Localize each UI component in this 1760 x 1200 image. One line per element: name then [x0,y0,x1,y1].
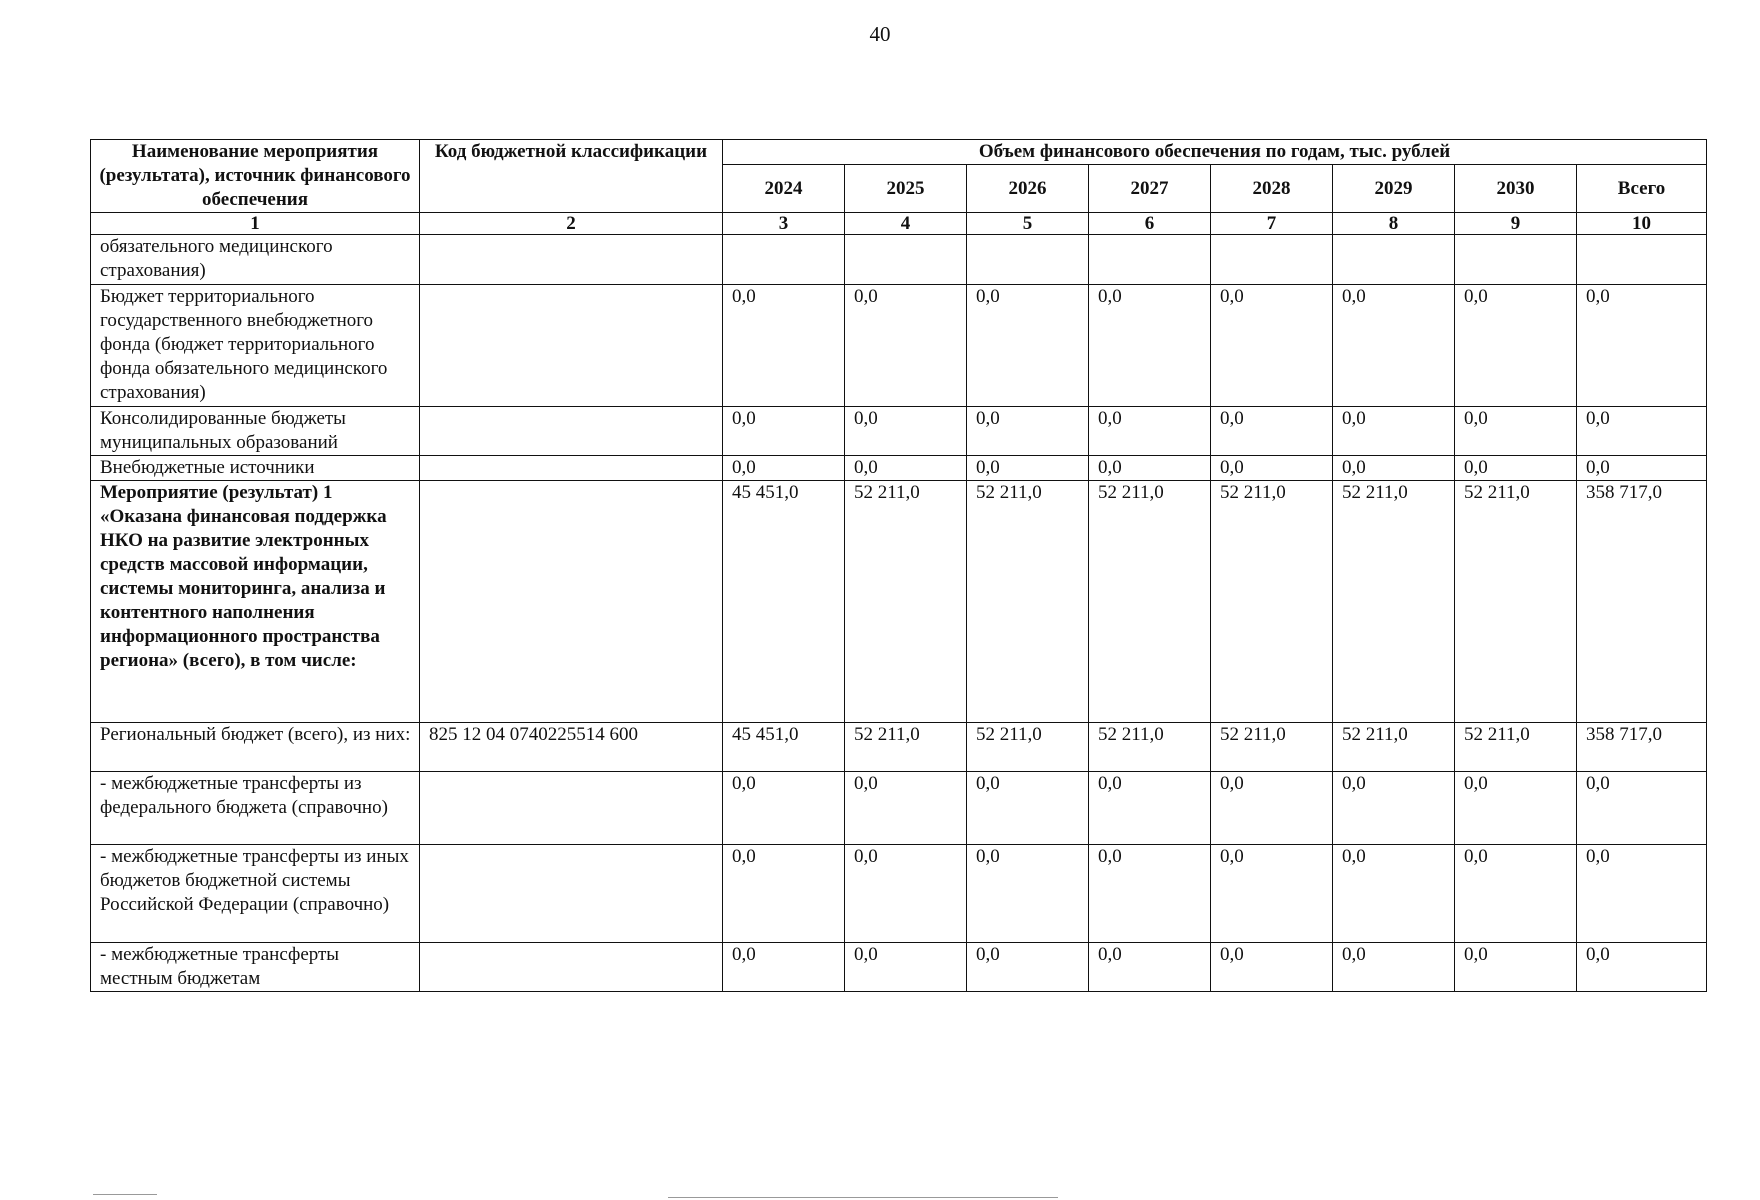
value-cell: 0,0 [1455,407,1577,456]
value-cell: 358 717,0 [1577,723,1707,772]
value-cell: 0,0 [967,943,1089,992]
value-cell: 0,0 [1089,407,1211,456]
value-cell: 52 211,0 [845,481,967,723]
value-cell: 0,0 [723,943,845,992]
header-row-1 [91,140,1707,165]
value-cell: 0,0 [967,772,1089,845]
value-cell: 0,0 [845,943,967,992]
value-cell: 0,0 [1455,456,1577,481]
table-row [91,285,1707,407]
value-cell: 0,0 [1577,772,1707,845]
column-number: 7 [1211,213,1333,235]
value-cell: 0,0 [1333,285,1455,407]
column-number: 3 [723,213,845,235]
value-cell: 52 211,0 [1455,723,1577,772]
value-cell: 52 211,0 [845,723,967,772]
total-header-cell: Всего [1577,165,1707,213]
header-code-cell: Код бюджетной классификации [420,140,723,213]
value-cell: 0,0 [1455,943,1577,992]
column-number: 6 [1089,213,1211,235]
table-row [91,723,1707,772]
value-cell: 0,0 [1333,943,1455,992]
scan-artifact-line [668,1197,1058,1198]
value-cell: 0,0 [1211,285,1333,407]
column-number: 5 [967,213,1089,235]
value-cell: 52 211,0 [967,723,1089,772]
value-cell: 0,0 [723,407,845,456]
year-header-cell: 2029 [1333,165,1455,213]
row-name-cell: обязательного медицинского страхования) [91,235,420,285]
value-cell [845,235,967,285]
value-cell: 0,0 [967,285,1089,407]
event-name-cell: Мероприятие (результат) 1 «Оказана финансовая поддержка НКО на развитие электронных средств массовой информации, системы мониторинга, анализа и контентного наполнения информационного пространства региона» (всего), в том числе: [91,481,420,723]
table-row [91,407,1707,456]
year-header-cell: 2027 [1089,165,1211,213]
year-header-cell: 2025 [845,165,967,213]
value-cell: 0,0 [1333,407,1455,456]
header-volume-cell: Объем финансового обеспечения по годам, тыс. рублей [723,140,1707,165]
year-header-cell: 2026 [967,165,1089,213]
financing-table [90,139,1707,992]
value-cell: 0,0 [1577,943,1707,992]
value-cell: 0,0 [845,772,967,845]
row-name-cell: Региональный бюджет (всего), из них: [91,723,420,772]
value-cell [1333,235,1455,285]
year-header-cell: 2028 [1211,165,1333,213]
value-cell: 52 211,0 [1333,723,1455,772]
row-name-cell: - межбюджетные трансферты местным бюджетам [91,943,420,992]
value-cell: 0,0 [1455,285,1577,407]
column-number: 8 [1333,213,1455,235]
value-cell: 0,0 [723,845,845,943]
value-cell: 0,0 [967,845,1089,943]
value-cell [723,235,845,285]
value-cell: 0,0 [1089,943,1211,992]
row-code-cell [420,407,723,456]
value-cell: 0,0 [1455,772,1577,845]
row-code-cell [420,456,723,481]
value-cell: 0,0 [1333,845,1455,943]
row-name-cell: - межбюджетные трансферты из федерального бюджета (справочно) [91,772,420,845]
column-number: 10 [1577,213,1707,235]
row-name-cell: Внебюджетные источники [91,456,420,481]
value-cell: 0,0 [1333,772,1455,845]
value-cell: 52 211,0 [1333,481,1455,723]
value-cell: 0,0 [1577,285,1707,407]
year-header-cell: 2024 [723,165,845,213]
row-name-cell: Консолидированные бюджеты муниципальных образований [91,407,420,456]
value-cell: 0,0 [1577,845,1707,943]
row-code-cell [420,845,723,943]
table-row-event [91,481,1707,723]
value-cell: 0,0 [723,285,845,407]
value-cell: 0,0 [1577,407,1707,456]
table-row [91,845,1707,943]
value-cell: 45 451,0 [723,723,845,772]
value-cell: 0,0 [1089,456,1211,481]
value-cell [1089,235,1211,285]
value-cell: 0,0 [1089,845,1211,943]
value-cell: 52 211,0 [1211,723,1333,772]
value-cell: 52 211,0 [1211,481,1333,723]
column-number: 2 [420,213,723,235]
value-cell: 0,0 [1577,456,1707,481]
value-cell: 0,0 [1211,456,1333,481]
scan-artifact-line [93,1194,157,1195]
row-code-cell: 825 12 04 0740225514 600 [420,723,723,772]
value-cell: 0,0 [1455,845,1577,943]
table-row [91,772,1707,845]
value-cell: 52 211,0 [1089,723,1211,772]
value-cell [1455,235,1577,285]
column-number: 9 [1455,213,1577,235]
value-cell [967,235,1089,285]
value-cell: 0,0 [1089,285,1211,407]
value-cell: 45 451,0 [723,481,845,723]
row-code-cell [420,772,723,845]
year-header-cell: 2030 [1455,165,1577,213]
value-cell: 358 717,0 [1577,481,1707,723]
table-row [91,943,1707,992]
value-cell: 0,0 [845,285,967,407]
row-code-cell [420,235,723,285]
column-number-row [91,213,1707,235]
header-name-cell: Наименование мероприятия (результата), источник финансового обеспечения [91,140,420,213]
value-cell: 0,0 [723,772,845,845]
column-number: 4 [845,213,967,235]
value-cell: 0,0 [845,456,967,481]
table-row [91,235,1707,285]
value-cell: 52 211,0 [967,481,1089,723]
value-cell: 0,0 [1089,772,1211,845]
value-cell: 0,0 [1211,772,1333,845]
value-cell [1211,235,1333,285]
value-cell: 0,0 [1211,407,1333,456]
column-number: 1 [91,213,420,235]
value-cell: 0,0 [1211,943,1333,992]
row-code-cell [420,285,723,407]
value-cell: 52 211,0 [1089,481,1211,723]
value-cell: 0,0 [1333,456,1455,481]
value-cell: 0,0 [967,456,1089,481]
value-cell: 0,0 [1211,845,1333,943]
value-cell: 0,0 [967,407,1089,456]
value-cell: 0,0 [723,456,845,481]
page-number: 40 [869,22,891,46]
row-name-cell: Бюджет территориального государственного внебюджетного фонда (бюджет территориального фонда обязательного медицинского страхования) [91,285,420,407]
row-code-cell [420,481,723,723]
table-row [91,456,1707,481]
value-cell: 0,0 [845,845,967,943]
value-cell: 0,0 [845,407,967,456]
row-name-cell: - межбюджетные трансферты из иных бюджетов бюджетной системы Российской Федерации (справочно) [91,845,420,943]
value-cell [1577,235,1707,285]
value-cell: 52 211,0 [1455,481,1577,723]
row-code-cell [420,943,723,992]
